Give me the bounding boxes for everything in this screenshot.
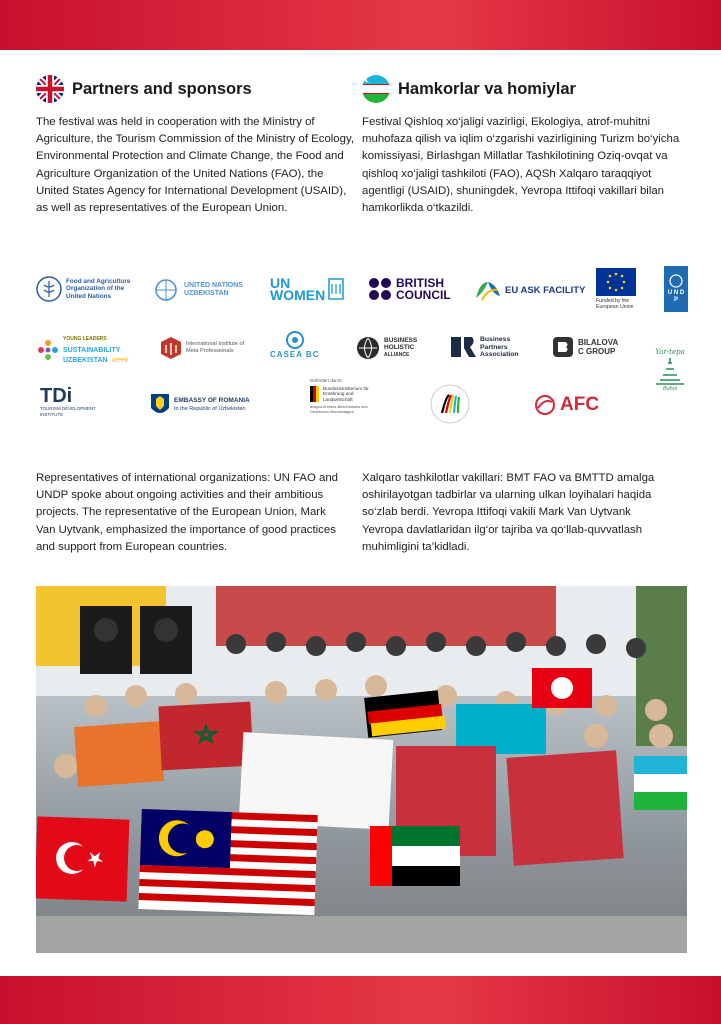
german-bottom: aufgrund eines Beschlusses des Deutschen Bundestages: [310, 404, 368, 415]
casea-label: CASEA BC: [270, 350, 320, 359]
german-top: Gefördert durch:: [310, 378, 343, 383]
slu-line4: week: [112, 357, 129, 364]
slu-line2: SUSTAINABILITY: [63, 346, 121, 354]
logo-un-women: [270, 277, 344, 301]
un-uz-line2: UZBEKISTAN: [184, 290, 229, 297]
iimp-label: International Institute of Meta Professionals: [186, 341, 245, 354]
tdi-mark: TDi: [40, 385, 73, 407]
logo-afc: [534, 394, 599, 416]
group-photo-illustration: [36, 586, 687, 953]
logo-undp: [664, 266, 688, 312]
logo-casea-bc: [270, 330, 319, 359]
organizations-section-en: [36, 470, 348, 556]
logo-duw: [426, 382, 474, 426]
bpa-line1: Business: [480, 336, 511, 343]
partners-section-uz: [362, 74, 680, 217]
eu-ask-label: EU ASK FACILITY: [505, 284, 586, 296]
tashkent-tower-icon: [652, 356, 688, 386]
iimp-cube-icon: [160, 336, 182, 360]
german-flag-stripe-icon: [310, 386, 320, 402]
heading-hamkorlar: Hamkorlar va homiylar: [398, 79, 576, 98]
british-council-line1: BRITISH: [396, 276, 444, 290]
logo-british-council: [368, 277, 451, 301]
logo-funded-by-eu: [596, 268, 644, 310]
logo-embassy-romania: [150, 392, 250, 418]
section-header-en: [36, 74, 354, 104]
tdi-label: TOURISM DEVELOPMENT INSTITUTE: [40, 406, 96, 417]
paragraph-cooperation-uz: Festival Qishloq xo‘jaligi vazirligi, Ekologiya, atrof-muhitni muhofaza qilish va iqlim o‘zgarishi vazirligining Turizm bo‘yicha komissiyasi, Birlashgan Millatlar Tashkilotining Oziq-ovqat va qishloq xo‘jaligi tashkiloti (FAO), AQSh Xalqaro taraqqiyot agentligi (USAID), shuningdek, Yevropa Ittifoqi vakillari bilan hamkorlikda o‘tkazildi.: [362, 116, 680, 215]
logo-fao: [36, 276, 134, 302]
romania-line1: EMBASSY OF ROMANIA: [174, 397, 250, 404]
bha-line2: HOLISTIC: [384, 344, 415, 351]
slu-line3: UZBEKISTAN: [63, 357, 108, 364]
logo-sustainability-uzbekistan: [36, 336, 128, 365]
bottom-banner: [0, 976, 721, 1024]
sustainability-flower-icon: [36, 338, 60, 362]
un-women-line1: UN: [270, 275, 291, 291]
logo-german-ministry: [310, 378, 390, 415]
uzbekistan-flag-icon: [362, 75, 390, 103]
paragraph-representatives-uz: Xalqaro tashkilotlar vakillari: BMT FAO va BMTTD amalga oshirilayotgan tadbirlar va ularning ulkan loyihalari haqida so‘zlab berdi. Yevropa Ittifoqi vakili Mark Van Uytvank Yevropa davlatlaridan ilg‘or tajriba va qo‘llab-quvvatlash muhimligini ta’kidladi.: [362, 472, 655, 553]
un-emblem-icon: [152, 278, 180, 302]
german-main: Bundesministerium für Ernährung und Landwirtschaft: [323, 386, 369, 402]
bilalova-mark-icon: [552, 336, 574, 358]
logo-business-partners-association: [450, 336, 519, 359]
partner-logos: [30, 262, 694, 420]
paragraph-representatives-en: Representatives of international organizations: UN FAO and UNDP spoke about ongoing activities and their ambitious projects. The representative of the European Union, Mark Van Uytvank, emphasized the importance of good practices and support from European countries.: [36, 472, 339, 553]
organizations-section-uz: [362, 470, 674, 556]
un-women-symbol-icon: [328, 278, 344, 300]
tashkent-line2: Buhoi: [662, 386, 678, 392]
logo-iimp: [160, 336, 248, 360]
section-header-uz: [362, 74, 680, 104]
bilalova-line2: C GROUP: [578, 347, 616, 356]
paragraph-cooperation-en: The festival was held in cooperation with the Ministry of Agriculture, the Tourism Commission of the Ministry of Ecology, Environmental Protection and Climate Change, the Food and Agriculture Organization of the United Nations (FAO), the United States Agency for International Development (USAID), as well as representatives of the European Union.: [36, 116, 354, 215]
british-council-line2: COUNCIL: [396, 288, 451, 302]
bpa-mark-icon: [450, 336, 476, 358]
eu-funded-label: Funded by the European Union: [596, 298, 634, 310]
logo-business-holistic-alliance: [356, 336, 417, 360]
eu-ask-leaf-icon: [474, 278, 502, 302]
bilalova-line1: BILALOVA: [578, 338, 619, 347]
un-uz-line1: UNITED NATIONS: [184, 281, 243, 289]
afc-globe-icon: [534, 394, 556, 416]
fao-label: Food and Agriculture Organization of the United Nations: [66, 277, 131, 300]
tashkent-line1: Yar-tepa: [655, 348, 685, 356]
slu-line1: YOUNG LEADERS: [63, 336, 107, 342]
un-women-line2: WOMEN: [270, 287, 326, 303]
bha-globe-icon: [356, 336, 380, 360]
heading-partners-sponsors: Partners and sponsors: [72, 79, 252, 98]
bha-line3: ALLIANCE: [384, 352, 410, 358]
partners-section-en: [36, 74, 354, 217]
romania-coat-of-arms-icon: [150, 392, 170, 418]
afc-label: AFC: [560, 394, 600, 415]
undp-emblem-icon: [668, 274, 684, 288]
logo-tdi: [40, 386, 100, 417]
bha-line1: BUSINESS: [384, 337, 418, 344]
logo-tashkent-heritage: [648, 348, 692, 392]
uk-flag-icon: [36, 75, 64, 103]
logo-eu-ask-facility: [474, 278, 585, 302]
fao-emblem-icon: [36, 276, 62, 302]
bpa-line2: Partners: [480, 343, 508, 351]
group-photo: [36, 586, 687, 953]
top-banner: [0, 0, 721, 50]
romania-line2: to the Republic of Uzbekistan: [174, 406, 246, 412]
casea-emblem-icon: [285, 330, 305, 350]
undp-label: U N D P: [667, 290, 685, 303]
british-council-dots-icon: [368, 277, 392, 301]
logo-bilalova-group: [552, 336, 618, 358]
logo-un-uzbekistan: [152, 278, 243, 302]
bpa-line3: Association: [480, 351, 519, 358]
eu-flag-icon: [596, 268, 636, 296]
